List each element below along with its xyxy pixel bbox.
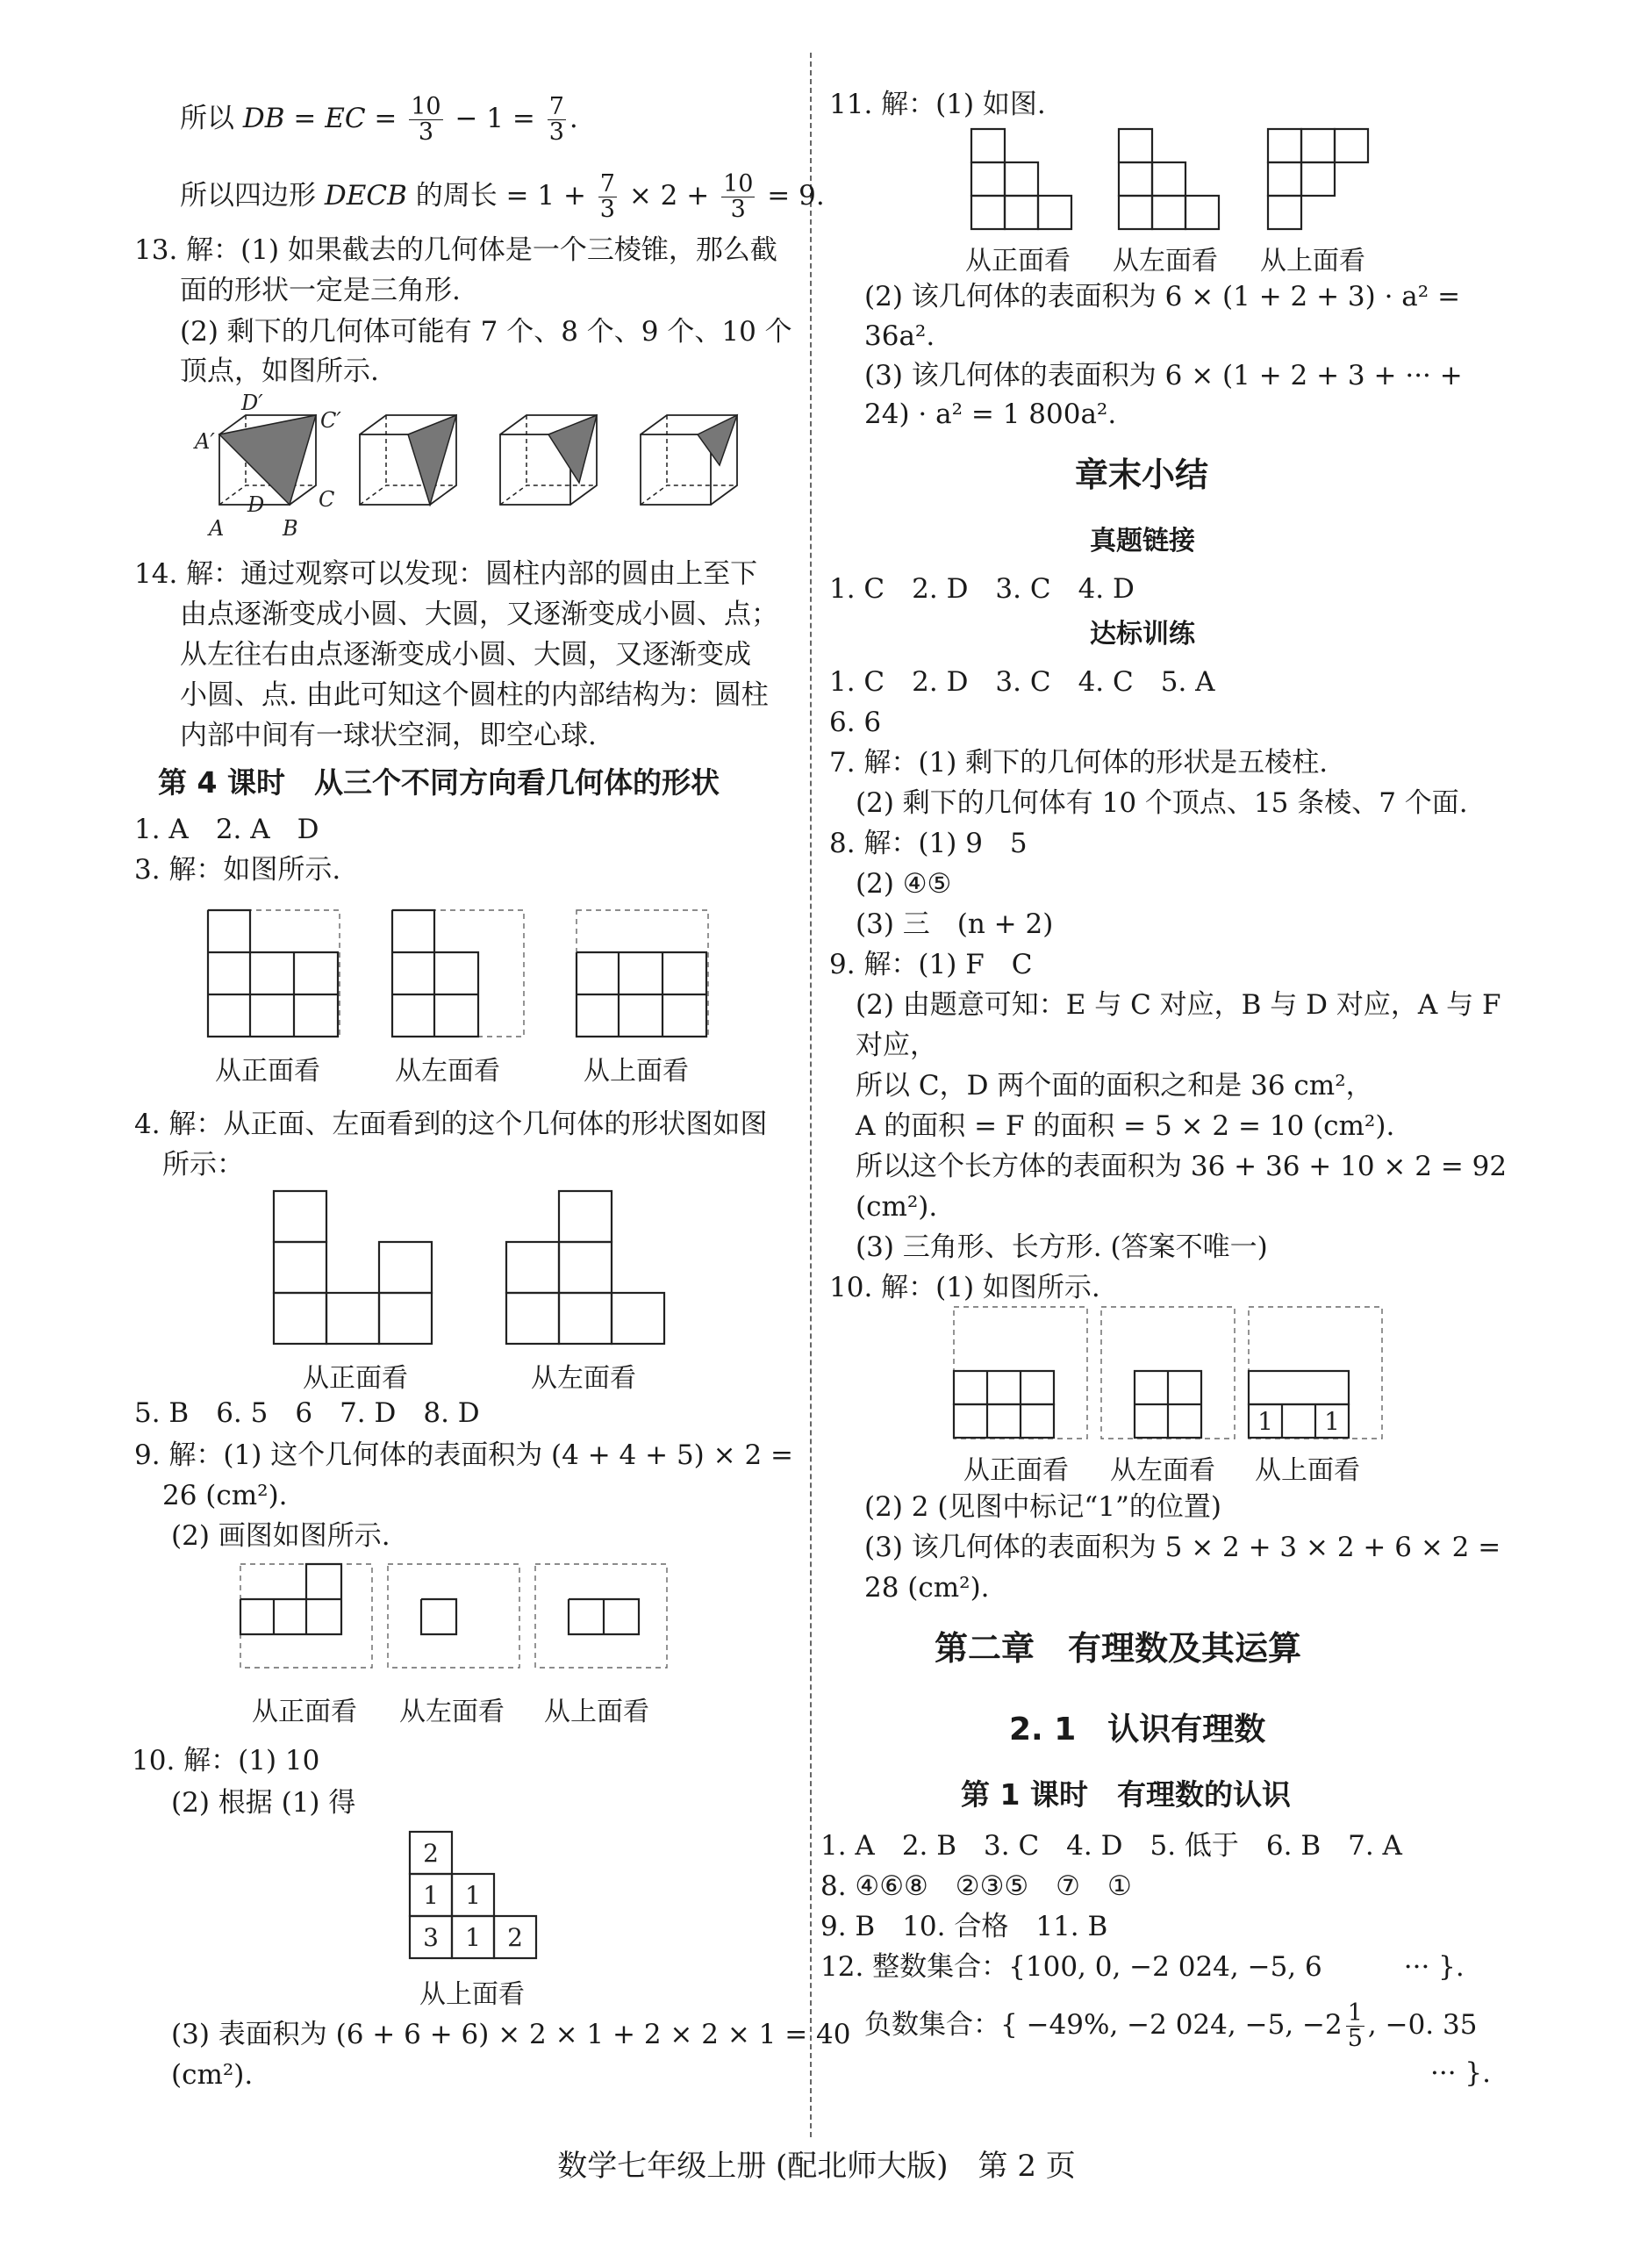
view-left — [392, 910, 524, 1037]
view-front — [208, 910, 340, 1037]
section-heading: 第 4 课时 从三个不同方向看几何体的形状 — [158, 765, 720, 800]
text-line: (3) 该几何体的表面积为 5 × 2 + 3 × 2 + 6 × 2 = — [864, 1532, 1501, 1563]
text-line: 所以这个长方体的表面积为 36 + 36 + 10 × 2 = 92 — [856, 1151, 1508, 1182]
figure-caption: 从上面看 — [1260, 246, 1365, 276]
text-line: (2) ④⑤ — [856, 868, 952, 900]
text-line: 顶点，如图所示. — [180, 355, 379, 387]
figure-caption: 从左面看 — [1113, 246, 1218, 276]
vertex-label: A — [209, 516, 225, 541]
text-line: A 的面积 = F 的面积 = 5 × 2 = 10 (cm²). — [856, 1110, 1395, 1142]
text-line: 面的形状一定是三角形. — [180, 275, 461, 306]
text-line: (2) 根据 (1) 得 — [171, 1787, 356, 1819]
view-left — [506, 1191, 664, 1344]
text-line: 14. 解：通过观察可以发现：圆柱内部的圆由上至下 — [134, 558, 758, 590]
vertex-label: D′ — [241, 391, 263, 415]
figure-caption: 从左面看 — [531, 1363, 636, 1394]
view-front — [971, 129, 1071, 229]
cube-figures — [193, 391, 755, 544]
figure-caption: 从左面看 — [1110, 1455, 1215, 1486]
text-line: 36a². — [864, 320, 935, 352]
figure-caption: 从左面看 — [395, 1056, 500, 1087]
text-line: (2) 由题意可知：E 与 C 对应，B 与 D 对应，A 与 F — [856, 989, 1501, 1021]
text-line: (2) 该几何体的表面积为 6 × (1 + 2 + 3) · a² = — [864, 281, 1461, 312]
answer-line: 9. B 10. 合格 11. B — [820, 1911, 1108, 1942]
text-line: ··· }. — [1430, 2057, 1491, 2089]
fraction: $\frac{10}{3}$ — [723, 170, 754, 223]
subsection-heading: 达标训练 — [1090, 619, 1195, 650]
text-line: 对应， — [856, 1030, 937, 1061]
figure-caption: 从上面看 — [1255, 1455, 1360, 1486]
view-top — [1268, 129, 1368, 229]
text-line: (cm²). — [171, 2059, 254, 2091]
view-top — [1249, 1307, 1382, 1439]
text-line: (2) 2 (见图中标记“1”的位置) — [864, 1491, 1221, 1523]
figure-caption: 从正面看 — [963, 1455, 1069, 1486]
text-line: 内部中间有一球状空洞，即空心球. — [180, 720, 597, 751]
text-line: 24) · a² = 1 800a². — [864, 398, 1117, 430]
text-line: 28 (cm²). — [864, 1572, 990, 1604]
negative-set-line: 负数集合：{ −49%, −2 024, −5, −2 $\frac{1}{5}$ , −0. 35 — [864, 1999, 1478, 2052]
text-line: 从左往右由点逐渐变成小圆、大圆，又逐渐变成 — [180, 639, 751, 671]
view-left — [388, 1564, 519, 1668]
mark-label: 1 — [1324, 1407, 1340, 1436]
text-line: 10. 解：(1) 10 — [132, 1745, 320, 1776]
text-line: (3) 三角形、长方形. (答案不唯一) — [856, 1231, 1268, 1263]
three-views-q10 — [952, 1305, 1391, 1441]
figure-caption: 从正面看 — [303, 1363, 408, 1394]
answer-line: 8. ④⑥⑧ ②③⑤ ⑦ ① — [820, 1870, 1132, 1902]
figure-caption: 从正面看 — [965, 246, 1071, 276]
text-line: 小圆、点. 由此可知这个圆柱的内部结构为：圆柱 — [180, 679, 769, 711]
chapter-heading: 第二章 有理数及其运算 — [935, 1629, 1302, 1668]
grid-number: 1 — [465, 1923, 481, 1952]
subsection-heading: 真题链接 — [1090, 526, 1195, 556]
text-line: 10. 解：(1) 如图所示. — [829, 1272, 1100, 1303]
view-left — [1119, 129, 1219, 229]
text-line: 由点逐渐变成小圆、大圆，又逐渐变成小圆、点； — [180, 599, 778, 630]
mark-label: 1 — [1257, 1407, 1273, 1436]
figure-caption: 从上面看 — [544, 1697, 649, 1727]
grid-number: 2 — [423, 1839, 439, 1868]
vertex-label: D — [247, 492, 265, 517]
text-line: 所以 C，D 两个面的面积之和是 36 cm²， — [856, 1070, 1373, 1102]
cube-figure-4 — [641, 415, 737, 505]
grid-number: 1 — [423, 1881, 439, 1910]
view-front — [954, 1307, 1087, 1439]
cube-figure-3 — [500, 415, 597, 505]
answer-line: 1. C 2. D 3. C 4. D — [829, 573, 1135, 605]
view-front — [274, 1191, 432, 1344]
text-line: 所示： — [162, 1149, 244, 1181]
text-line: (2) 剩下的几何体有 10 个顶点、15 条棱、7 个面. — [856, 787, 1468, 819]
answer-line: 1. A 2. A D — [134, 814, 319, 845]
text-line: 3. 解：如图所示. — [134, 854, 341, 886]
page-footer: 数学七年级上册 (配北师大版) 第 2 页 — [557, 2149, 1076, 2184]
text-line: 9. 解：(1) 这个几何体的表面积为 (4 + 4 + 5) × 2 = — [134, 1439, 794, 1471]
figure-caption: 从正面看 — [252, 1697, 357, 1727]
grid-number: 3 — [423, 1923, 439, 1952]
fraction: $\frac{10}{3}$ — [411, 93, 441, 146]
three-views-q3 — [206, 908, 733, 1040]
cube-figure-1 — [219, 415, 316, 505]
figure-caption: 从上面看 — [584, 1056, 689, 1087]
vertex-label: B — [283, 516, 298, 541]
text-line: 4. 解：从正面、左面看到的这个几何体的形状图如图 — [134, 1109, 768, 1140]
top-view-grid — [408, 1830, 540, 1962]
text-line: (3) 该几何体的表面积为 6 × (1 + 2 + 3 + ··· + — [864, 360, 1463, 391]
answer-line: 5. B 6. 5 6 7. D 8. D — [134, 1397, 480, 1429]
text-line: (2) 剩下的几何体可能有 7 个、8 个、9 个、10 个 — [180, 316, 792, 348]
view-left — [1101, 1307, 1235, 1439]
three-views-q11 — [970, 127, 1373, 233]
text-line: 7. 解：(1) 剩下的几何体的形状是五棱柱. — [829, 747, 1329, 779]
figure-caption: 从正面看 — [215, 1056, 320, 1087]
fraction: $\frac{7}{3}$ — [599, 170, 615, 223]
answer-line: 1. A 2. B 3. C 4. D 5. 低于 6. B 7. A — [820, 1830, 1402, 1862]
figure-caption: 从上面看 — [419, 1979, 525, 2010]
answer-line: 1. C 2. D 3. C 4. C 5. A — [829, 666, 1215, 698]
view-top — [535, 1564, 667, 1668]
answer-line: 6. 6 — [829, 707, 882, 738]
text-line: (3) 表面积为 (6 + 6 + 6) × 2 × 1 + 2 × 2 × 1 = 40 — [171, 2019, 851, 2050]
text-line: 8. 解：(1) 9 5 — [829, 828, 1028, 859]
column-divider — [810, 53, 812, 2137]
vertex-label: A′ — [195, 429, 215, 454]
text-line: (cm²). — [856, 1191, 938, 1223]
fraction: $\frac{7}{3}$ — [548, 93, 564, 146]
vertex-label: C — [319, 487, 335, 512]
three-views-q9 — [239, 1562, 677, 1672]
perimeter-line: 所以四边形 DECB 的周长 = 1 + $\frac{7}{3}$ × 2 + $\frac{10}{3}$ = 9. — [180, 170, 825, 223]
text-line: 13. 解：(1) 如果截去的几何体是一个三棱锥，那么截 — [134, 234, 777, 266]
fraction: $\frac{1}{5}$ — [1347, 1999, 1363, 2052]
text-line: 26 (cm²). — [162, 1480, 288, 1511]
grid-number: 2 — [507, 1923, 523, 1952]
text-line: 11. 解：(1) 如图. — [829, 89, 1046, 120]
db-ec-line: 所以 DB = EC = $\frac{10}{3}$ − 1 = $\frac{7}{3}$ . — [180, 93, 578, 146]
lesson-heading: 第 1 课时 有理数的认识 — [961, 1777, 1291, 1812]
grid-number: 1 — [465, 1881, 481, 1910]
chapter-summary-heading: 章末小结 — [1075, 456, 1209, 494]
text-line: (2) 画图如图所示. — [171, 1520, 390, 1552]
cube-figure-2 — [360, 415, 456, 505]
view-front — [240, 1564, 372, 1668]
integer-set-line: 12. 整数集合：{100, 0, −2 024, −5, 6 ··· }. — [820, 1951, 1465, 1983]
text-line: (3) 三 (n + 2) — [856, 908, 1054, 940]
view-top — [577, 910, 708, 1037]
vertex-label: C′ — [320, 408, 341, 433]
text-line: 9. 解：(1) F C — [829, 949, 1033, 980]
section-heading: 2. 1 认识有理数 — [1009, 1712, 1266, 1748]
figure-caption: 从左面看 — [399, 1697, 505, 1727]
views-q4 — [272, 1189, 676, 1347]
